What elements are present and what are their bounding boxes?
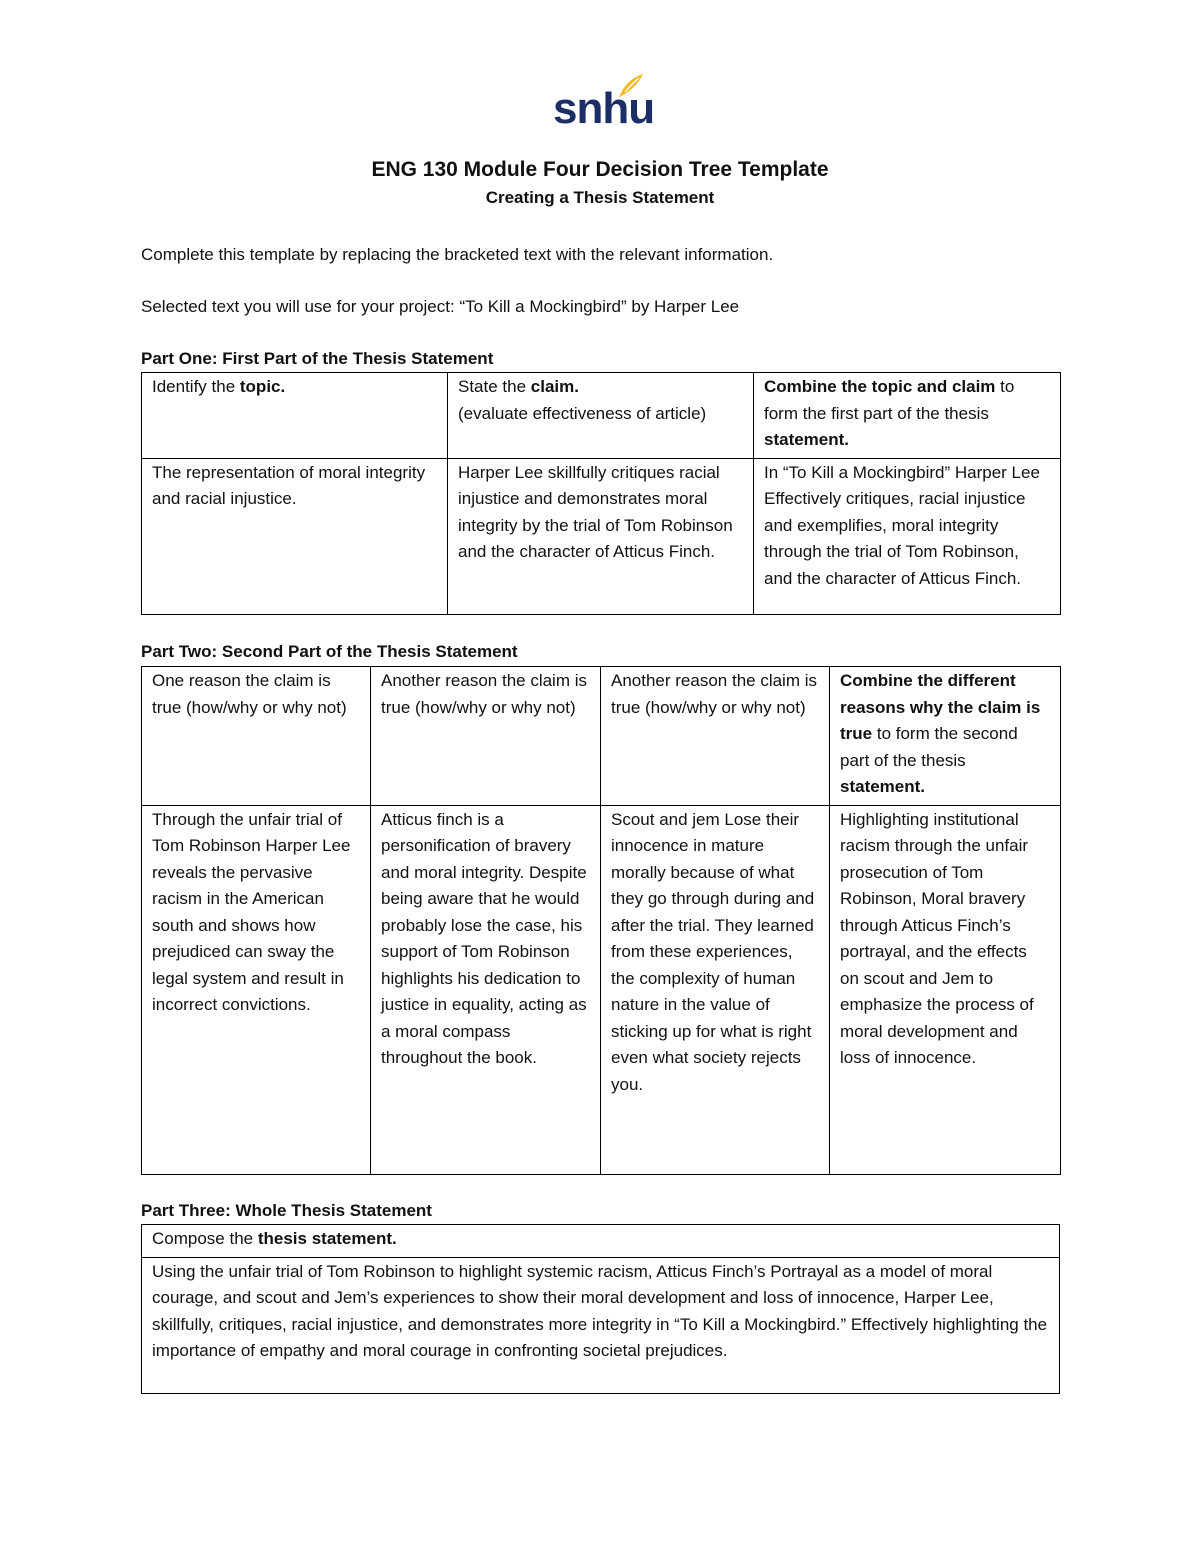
table-row xyxy=(142,805,1061,1174)
part-two-table xyxy=(141,666,1061,1175)
table-header-row xyxy=(142,373,1061,459)
selected-text-label: Selected text you will use for your project: xyxy=(141,297,460,316)
part-two-heading: Part Two: Second Part of the Thesis Statement xyxy=(141,642,518,661)
topic-header: Identify the topic. xyxy=(142,373,448,459)
instructions: Complete this template by replacing the bracketed text with the relevant information. xyxy=(141,245,774,264)
claim-cell[interactable]: Harper Lee skillfully critiques racial injustice and demonstrates moral integrity by the trial of Tom Robinson and the character of Atticus Finch. xyxy=(448,458,754,614)
thesis-cell[interactable]: Using the unfair trial of Tom Robinson to highlight systemic racism, Atticus Finch’s Portrayal as a model of moral courage, and scout and Jem’s experiences to show their moral development and loss of innocence, Harper Lee, skillfully, critiques, racial injustice, and demonstrates more integrity in “To Kill a Mockingbird.” Effectively highlighting the importance of empathy and moral courage in confronting societal prejudices. xyxy=(142,1257,1060,1393)
claim-header: State the claim. (evaluate effectiveness of article) xyxy=(448,373,754,459)
table-header-row xyxy=(142,667,1061,806)
reason-two-header: Another reason the claim is true (how/why or why not) xyxy=(371,667,601,806)
topic-cell[interactable]: The representation of moral integrity and racial injustice. xyxy=(142,458,448,614)
selected-text-line xyxy=(141,297,739,317)
combined-cell[interactable]: In “To Kill a Mockingbird” Harper Lee Effectively critiques, racial injustice and exemplifies, moral integrity through the trial of Tom Robinson, and the character of Atticus Finch. xyxy=(754,458,1061,614)
page-title: ENG 130 Module Four Decision Tree Template xyxy=(371,158,829,181)
part-one-heading: Part One: First Part of the Thesis Statement xyxy=(141,349,494,368)
combined-reasons-cell[interactable]: Highlighting institutional racism through the unfair prosecution of Tom Robinson, Moral bravery through Atticus Finch’s portrayal, and the effects on scout and Jem to emphasize the process of moral development and loss of innocence. xyxy=(830,805,1061,1174)
combine-reasons-header: Combine the different reasons why the claim is true to form the second part of the thesis statement. xyxy=(830,667,1061,806)
thesis-header: Compose the thesis statement. xyxy=(142,1225,1060,1258)
part-three-table xyxy=(141,1224,1060,1394)
combine-header: Combine the topic and claim to form the first part of the thesis statement. xyxy=(754,373,1061,459)
reason-one-cell[interactable]: Through the unfair trial of Tom Robinson Harper Lee reveals the pervasive racism in the American south and shows how prejudiced can sway the legal system and result in incorrect convictions. xyxy=(142,805,371,1174)
table-row xyxy=(142,458,1061,614)
reason-three-cell[interactable]: Scout and jem Lose their innocence in mature morally because of what they go through during and after the trial. They learned from these experiences, the complexity of human nature in the value of sticking up for what is right even what society rejects you. xyxy=(601,805,830,1174)
logo-wordmark: snhu xyxy=(553,84,655,133)
snhu-logo xyxy=(553,72,655,134)
selected-text-value: “To Kill a Mockingbird” by Harper Lee xyxy=(459,297,740,316)
part-one-table xyxy=(141,372,1061,615)
reason-three-header: Another reason the claim is true (how/why or why not) xyxy=(601,667,830,806)
table-row xyxy=(142,1257,1060,1393)
reason-two-cell[interactable]: Atticus finch is a personification of bravery and moral integrity. Despite being aware that he would probably lose the case, his support of Tom Robinson highlights his dedication to justice in equality, acting as a moral compass throughout the book. xyxy=(371,805,601,1174)
table-header-row xyxy=(142,1225,1060,1258)
page-subtitle: Creating a Thesis Statement xyxy=(485,188,715,207)
reason-one-header: One reason the claim is true (how/why or why not) xyxy=(142,667,371,806)
part-three-heading: Part Three: Whole Thesis Statement xyxy=(141,1201,432,1220)
